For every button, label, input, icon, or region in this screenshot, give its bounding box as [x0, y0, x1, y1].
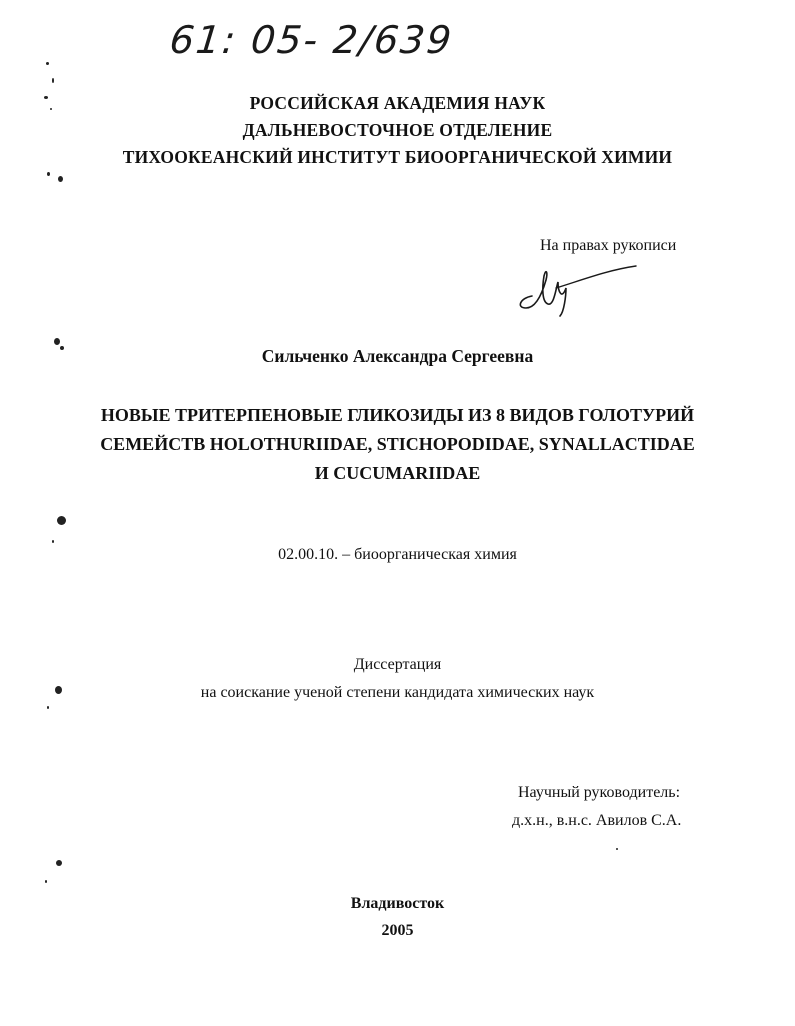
title-line-1: НОВЫЕ ТРИТЕРПЕНОВЫЕ ГЛИКОЗИДЫ ИЗ 8 ВИДОВ ГОЛОТУРИЙ — [100, 405, 695, 425]
author-name: Сильченко Александра Сергеевна — [261, 346, 534, 366]
title-line-2: СЕМЕЙСТВ HOLOTHURIIDAE, STICHOPODIDAE, SYNALLACTIDAE — [100, 434, 695, 454]
specialty: 02.00.10. – биоорганическая химия — [278, 546, 517, 563]
year: 2005 — [381, 922, 414, 939]
org-line-academy: РОССИЙСКАЯ АКАДЕМИЯ НАУК — [249, 93, 546, 113]
city: Владивосток — [350, 895, 445, 912]
title-line-3: И CUCUMARIIDAE — [314, 463, 481, 483]
rights-note: На правах рукописи — [540, 237, 677, 254]
degree-description: на соискание ученой степени кандидата химических наук — [200, 684, 595, 701]
org-line-institute: ТИХООКЕАНСКИЙ ИНСТИТУТ БИООРГАНИЧЕСКОЙ ХИМИИ — [122, 147, 673, 167]
supervisor-label: Научный руководитель: — [518, 784, 681, 801]
dissertation-label: Диссертация — [353, 656, 442, 673]
signature-icon — [512, 258, 642, 318]
dissertation-title — [0, 401, 795, 488]
org-line-branch: ДАЛЬНЕВОСТОЧНОЕ ОТДЕЛЕНИЕ — [242, 120, 553, 140]
supervisor-name: д.х.н., в.н.с. Авилов С.А. — [512, 812, 682, 829]
catalog-number: 61: 05- 2/639 — [167, 18, 456, 62]
